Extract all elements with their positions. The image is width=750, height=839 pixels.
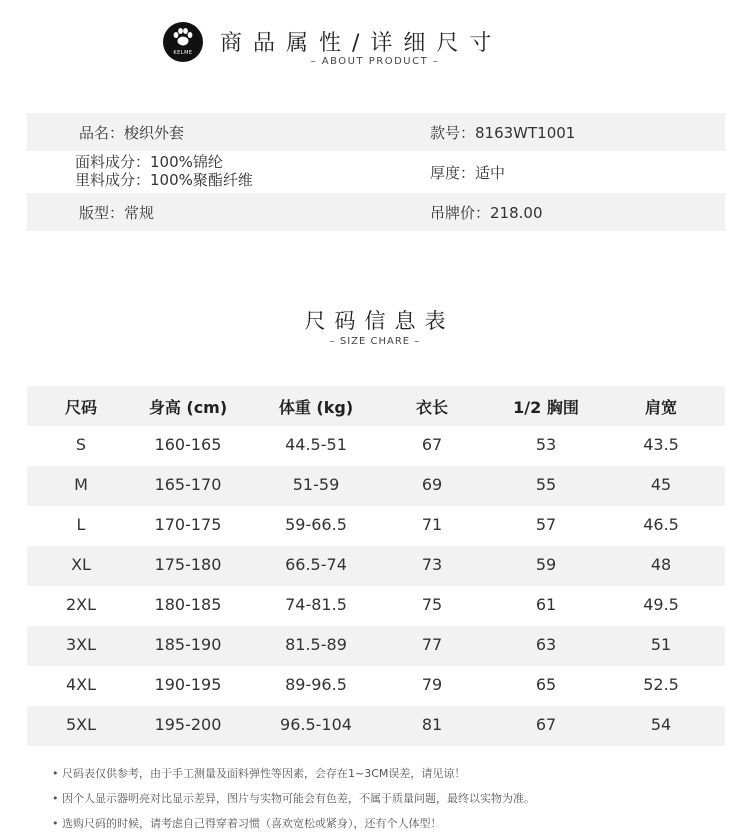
table-cell: 45: [650, 475, 672, 494]
header-cell: 体重 (kg): [278, 398, 354, 417]
table-cell: 81.5-89: [285, 635, 347, 654]
table-cell: 185-190: [154, 635, 222, 654]
note-item: [52, 815, 442, 831]
table-cell: 63: [535, 635, 557, 654]
product-code: 款号：8163WT1001: [430, 124, 576, 142]
table-cell: M: [74, 475, 88, 494]
product-name: 品名：梭织外套: [79, 124, 185, 142]
table-row: [27, 506, 725, 546]
note-text: 选购尺码的时候，请考虑自己得穿着习惯（喜欢宽松或紧身），还有个人体型！: [62, 817, 442, 830]
table-cell: 67: [421, 435, 443, 454]
table-cell: 74-81.5: [285, 595, 347, 614]
table-cell: 53: [535, 435, 557, 454]
table-cell: 51-59: [292, 475, 340, 494]
table-row: [27, 466, 725, 506]
table-cell: 5XL: [65, 715, 97, 734]
fit-type: 版型：常规: [79, 204, 155, 222]
table-cell: 52.5: [643, 675, 679, 694]
paw-icon: [171, 27, 195, 49]
table-cell: 180-185: [154, 595, 222, 614]
table-cell: 73: [421, 555, 443, 574]
material-info: [75, 153, 253, 189]
table-cell: 61: [535, 595, 557, 614]
product-attributes: [27, 113, 725, 231]
table-row: [27, 666, 725, 706]
table-cell: XL: [71, 555, 91, 574]
table-row: [27, 426, 725, 466]
table-cell: 89-96.5: [285, 675, 347, 694]
table-cell: 59: [535, 555, 557, 574]
header-cell: 1/2 胸围: [513, 398, 579, 417]
table-cell: 170-175: [154, 515, 222, 534]
table-cell: 66.5-74: [285, 555, 347, 574]
product-header: [0, 22, 750, 72]
table-cell: 51: [650, 635, 672, 654]
table-cell: L: [76, 515, 86, 534]
table-cell: 54: [650, 715, 672, 734]
size-section-subtitle: – SIZE CHARE –: [329, 336, 421, 347]
size-section-title: 尺码信息表: [304, 309, 455, 333]
header-cell: 衣长: [415, 398, 448, 417]
table-cell: 65: [535, 675, 557, 694]
table-cell: 75: [421, 595, 443, 614]
section-title: 商品属性/详细尺寸: [220, 31, 503, 56]
bullet-icon: •: [52, 767, 59, 780]
table-cell: 2XL: [65, 595, 97, 614]
tag-price: 吊牌价：218.00: [430, 204, 543, 222]
note-item: [52, 765, 465, 781]
table-cell: 165-170: [154, 475, 222, 494]
table-cell: 43.5: [643, 435, 679, 454]
header-cell: 身高 (cm): [148, 398, 228, 417]
table-row: [27, 546, 725, 586]
thickness: 厚度：适中: [430, 164, 506, 182]
attr-row: [27, 151, 725, 193]
table-cell: 71: [421, 515, 443, 534]
note-text: 因个人显示器明亮对比显示差异，图片与实物可能会有色差，不属于质量问题，最终以实物为准。: [62, 792, 535, 805]
lining-composition: 里料成分：100%聚酯纤维: [75, 171, 253, 189]
table-cell: 195-200: [154, 715, 222, 734]
bullet-icon: •: [52, 817, 59, 830]
logo-text: KELME: [173, 50, 193, 56]
table-cell: 55: [535, 475, 557, 494]
table-cell: 46.5: [643, 515, 679, 534]
bullet-icon: •: [52, 792, 59, 805]
table-cell: 79: [421, 675, 443, 694]
table-cell: 57: [535, 515, 557, 534]
table-row: [27, 586, 725, 626]
table-cell: 190-195: [154, 675, 222, 694]
table-cell: 48: [650, 555, 672, 574]
table-cell: 49.5: [643, 595, 679, 614]
table-cell: 160-165: [154, 435, 222, 454]
table-cell: 44.5-51: [285, 435, 347, 454]
header-cell: 尺码: [64, 398, 97, 417]
table-header: [27, 386, 725, 426]
section-subtitle: – ABOUT PRODUCT –: [310, 56, 440, 67]
table-cell: 4XL: [65, 675, 97, 694]
attr-row: [27, 193, 725, 231]
table-cell: S: [75, 435, 87, 454]
table-cell: 67: [535, 715, 557, 734]
header-cell: 肩宽: [644, 398, 677, 417]
table-cell: 81: [421, 715, 443, 734]
fabric-composition: 面料成分：100%锦纶: [75, 153, 223, 171]
note-text: 尺码表仅供参考，由于手工测量及面料弹性等因素，会存在1~3CM误差，请见谅！: [62, 767, 466, 780]
table-cell: 96.5-104: [280, 715, 352, 734]
table-cell: 77: [421, 635, 443, 654]
table-row: [27, 706, 725, 746]
table-cell: 69: [421, 475, 443, 494]
table-cell: 175-180: [154, 555, 222, 574]
table-row: [27, 626, 725, 666]
note-item: [52, 790, 535, 806]
table-cell: 3XL: [65, 635, 97, 654]
attr-row: [27, 113, 725, 151]
table-cell: 59-66.5: [285, 515, 347, 534]
